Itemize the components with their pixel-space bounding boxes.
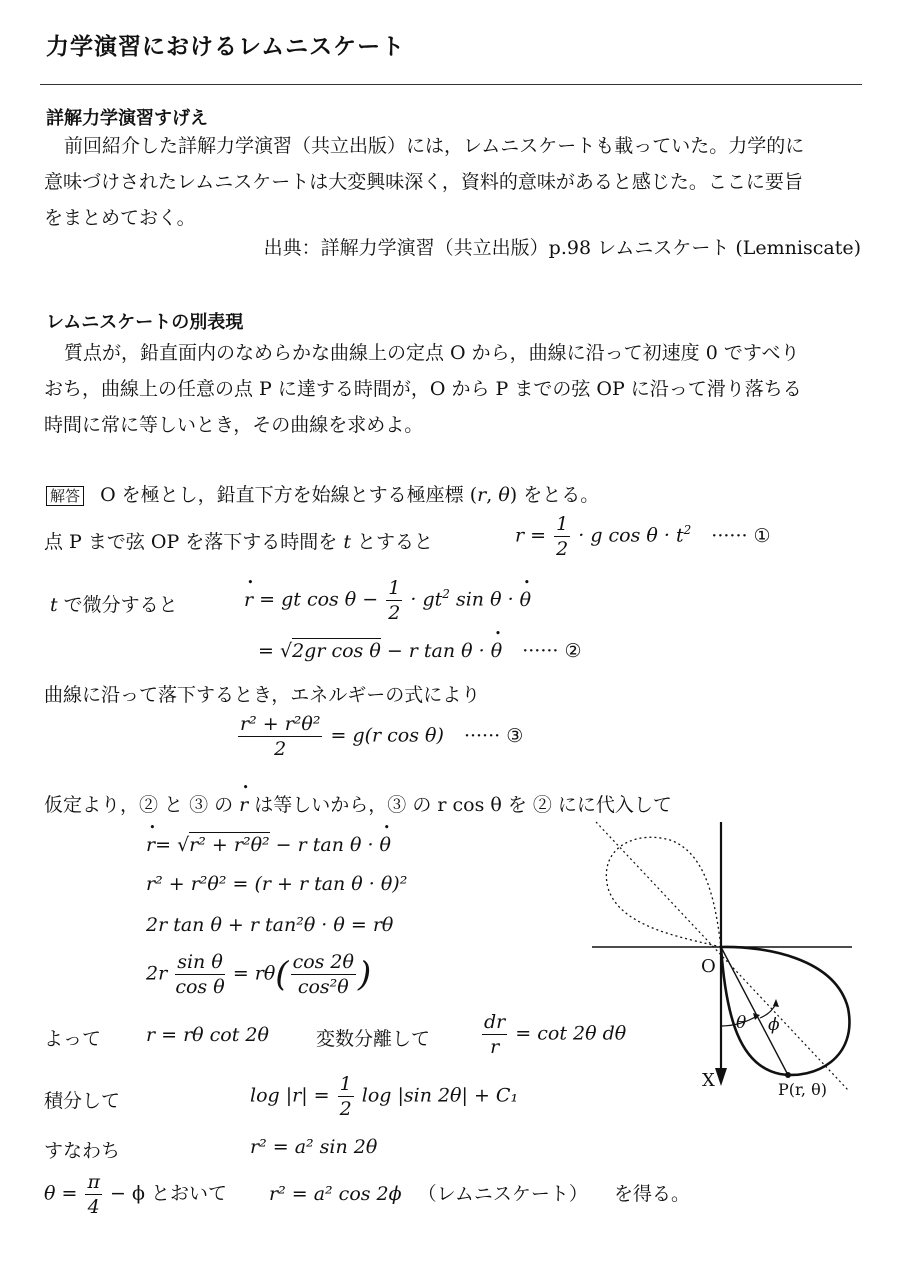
- eq2a-num: 1: [388, 577, 401, 599]
- eq1-num: 1: [556, 513, 569, 535]
- eq2a-exp: 2: [442, 587, 450, 602]
- line4-a: 仮定より，② と ③ の: [44, 794, 240, 816]
- intro-comma: ,: [486, 484, 499, 506]
- eq1-exp: 2: [683, 523, 692, 538]
- eq2a-c: sin θ ·: [455, 588, 514, 611]
- sunawachi-label: すなわち: [44, 1140, 121, 1162]
- eq9-rhs: = cot 2θ dθ: [515, 1022, 627, 1045]
- eq7-frac2: [291, 950, 356, 999]
- line4: [44, 790, 672, 817]
- eq2a-rdot: • r: [244, 589, 253, 611]
- final-b: − ϕ とおいて: [110, 1182, 227, 1205]
- eq4-a: =: [155, 834, 178, 856]
- page-title: 力学演習におけるレムニスケート: [46, 34, 406, 60]
- eq2b-b: − r tan θ ·: [386, 640, 485, 662]
- line1-text: 点 P まで弦 OP を落下する時間を: [44, 531, 344, 553]
- source-citation: 出典：詳解力学演習（共立出版）p.98 レムニスケート (Lemniscate): [263, 237, 861, 259]
- final-frac: [85, 1170, 102, 1219]
- eq2a-frac: [386, 576, 402, 625]
- equation-11: r² = a² sin 2θ: [250, 1136, 378, 1158]
- eq2a-a: = gt cos θ −: [259, 588, 379, 611]
- intro-r: r: [477, 484, 487, 506]
- eq4-rdot: • r: [146, 834, 155, 856]
- solution-intro: [46, 480, 599, 507]
- eq7-b: = rθ: [232, 962, 276, 985]
- section1-line: 前回紹介した詳解力学演習（共立出版）には，レムニスケートも載っていた。力学的に: [64, 135, 805, 157]
- phi-arc-arrow: [773, 999, 779, 1007]
- line1-text2: とすると: [350, 531, 434, 553]
- line4-rdot: • r: [239, 794, 248, 816]
- eq10-a: log |r| =: [250, 1084, 330, 1107]
- eq7-n1: sin θ: [177, 951, 223, 973]
- eq7-n2: cos 2θ: [292, 951, 354, 973]
- lower-loop: [721, 947, 849, 1075]
- section2-body: [44, 335, 864, 443]
- eq3-rhs: = g(r cos θ): [330, 724, 444, 747]
- solution-label: 解答: [46, 486, 84, 506]
- sekibun-label: 積分して: [44, 1090, 121, 1112]
- section1-line: 意味づけされたレムニスケートは大変興味深く，資料的意味があると感じた。ここに要旨: [44, 171, 803, 193]
- final-line: [44, 1170, 690, 1219]
- eq1-frac: [554, 512, 570, 561]
- intro-text-end: ) をとる。: [509, 484, 600, 506]
- equation-4: • r= √r² + r²θ² − r tan θ · • θ: [146, 834, 391, 856]
- eq2a-den: 2: [388, 602, 401, 624]
- equation-7: [146, 950, 371, 999]
- eq7-d2: cos²θ: [297, 976, 349, 998]
- eq3-num: r² + r²θ²: [240, 713, 321, 735]
- hensu-label: 変数分離して: [316, 1028, 431, 1050]
- eq7-rparen: ): [357, 954, 372, 995]
- eq2b-a: =: [258, 640, 274, 662]
- section1-line: をまとめておく。: [44, 207, 196, 229]
- problem-line: おち，曲線上の任意の点 P に達する時間が，O から P までの弦 OP に沿って滑り落ちる: [44, 378, 802, 400]
- eq7-a: 2r: [146, 962, 168, 985]
- equation-6: 2r tan θ + r tan²θ · θ = rθ: [146, 914, 394, 936]
- eq1-den: 2: [556, 538, 569, 560]
- lemniscate-diagram: [590, 818, 860, 1108]
- eq9-frac: [482, 1010, 507, 1059]
- line2-text: で微分すると: [57, 594, 178, 616]
- equation-2b: = √2gr cos θ − r tan θ · • θ ······ ②: [258, 640, 582, 662]
- eq4-thetadot: • θ: [380, 834, 391, 856]
- eq3-frac: [238, 712, 322, 761]
- yotte-label: よって: [44, 1028, 102, 1050]
- label-x: X: [702, 1070, 715, 1091]
- line1-t: t: [343, 531, 351, 553]
- eq10-b: log |sin 2θ| + C₁: [361, 1084, 519, 1107]
- eq2b-sqrt: 2gr cos θ: [292, 640, 381, 662]
- x-axis-arrow: [715, 1068, 727, 1086]
- equation-3: [236, 712, 523, 761]
- eq2a-b: · gt: [410, 588, 443, 611]
- label-theta: θ: [736, 1013, 747, 1033]
- eq7-frac1: [175, 950, 225, 999]
- equation-10: [250, 1072, 518, 1121]
- line1: [44, 527, 433, 554]
- intro-text: O を極とし，鉛直下方を始線とする極座標 (: [100, 484, 478, 506]
- upper-loop: [606, 837, 721, 947]
- eq4-b: − r tan θ ·: [269, 834, 380, 856]
- label-phi: ϕ: [768, 1015, 780, 1035]
- equation-2a: [244, 576, 531, 625]
- eq3-den: 2: [274, 738, 287, 760]
- eq10-frac: [338, 1072, 354, 1121]
- line2-t: t: [50, 594, 58, 616]
- equation-1: [515, 512, 771, 561]
- final-c: を得る。: [613, 1182, 690, 1205]
- eq3-tag: ······ ③: [463, 724, 524, 747]
- line4-b: は等しいから，③ の r cos θ を ② にに代入して: [248, 794, 672, 816]
- eq4-sqrt: r² + r²θ²: [189, 834, 270, 856]
- eq2-tag: ······ ②: [522, 640, 582, 662]
- equation-8: r = rθ cot 2θ: [146, 1024, 269, 1046]
- title-divider: [40, 84, 862, 85]
- eq10-num: 1: [339, 1073, 352, 1095]
- section1-heading: 詳解力学演習すげえ: [46, 108, 208, 129]
- eq1-rhs: · g cos θ · t: [578, 524, 684, 547]
- intro-theta: θ: [498, 484, 510, 506]
- final-note: （レムニスケート）: [417, 1182, 588, 1205]
- eq9-num: dr: [484, 1011, 506, 1033]
- eq2a-thetadot: • θ: [520, 589, 531, 611]
- eq2b-thetadot: • θ: [491, 640, 502, 662]
- eq9-den: r: [490, 1036, 500, 1058]
- eq1-tag: ······ ①: [711, 524, 771, 547]
- equation-5: r² + r²θ² = (r + r tan θ · θ)²: [146, 873, 408, 895]
- final-den: 4: [87, 1196, 100, 1218]
- eq10-den: 2: [339, 1098, 352, 1120]
- line3: 曲線に沿って落下するとき，エネルギーの式により: [44, 684, 481, 706]
- final-eq: r² = a² cos 2ϕ: [269, 1182, 402, 1205]
- label-o: O: [701, 956, 716, 977]
- final-a: θ =: [44, 1182, 78, 1205]
- section2-heading: レムニスケートの別表現: [46, 312, 244, 333]
- section1-body: [44, 128, 864, 236]
- eq7-lparen: (: [275, 954, 289, 995]
- line2: [50, 590, 178, 617]
- problem-line: 質点が，鉛直面内のなめらかな曲線上の定点 O から，曲線に沿って初速度 0 ですべり: [64, 342, 800, 364]
- eq1-lhs: r =: [515, 524, 547, 547]
- eq7-d1: cos θ: [175, 976, 225, 998]
- point-p: [785, 1072, 791, 1078]
- final-num: π: [87, 1171, 100, 1193]
- label-p: P(r, θ): [778, 1080, 827, 1099]
- problem-line: 時間に常に等しいとき，その曲線を求めよ。: [44, 414, 424, 436]
